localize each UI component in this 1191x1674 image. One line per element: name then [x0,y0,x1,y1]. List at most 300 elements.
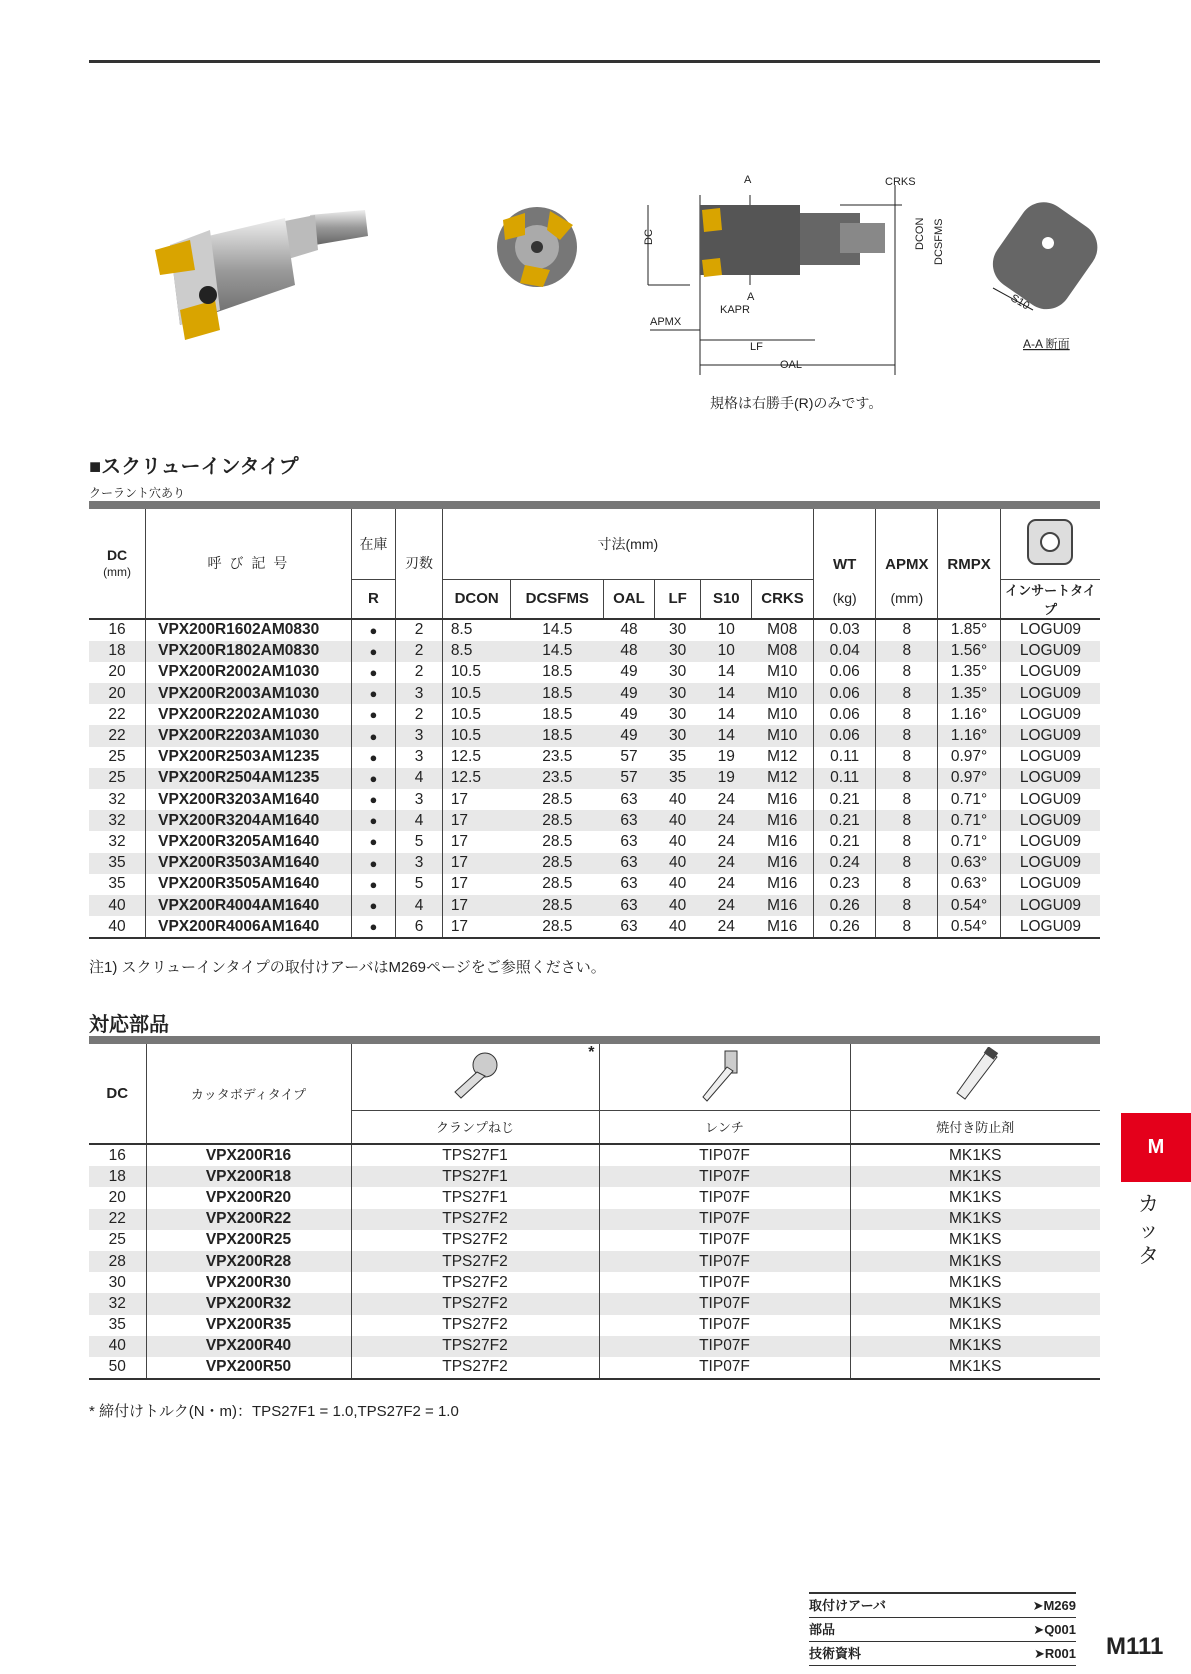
table-cell: 28 [89,1251,146,1272]
reference-label: 部品 [809,1622,836,1637]
table-cell: 28.5 [511,895,604,916]
torque-star: * [588,1044,595,1061]
table-cell: 2 [396,619,443,641]
table-cell: M16 [752,810,814,831]
body-type: VPX200R30 [146,1272,351,1293]
header-insert-image [1000,509,1100,579]
table-cell: 24 [701,916,752,938]
table-cell: 0.26 [813,895,876,916]
table-cell: 3 [396,853,443,874]
table-cell: 40 [654,810,701,831]
table-cell: 35 [654,768,701,789]
stock-mark: ● [351,768,396,789]
header-rmpx: RMPX [938,509,1001,579]
table-cell: 18.5 [511,683,604,704]
table-cell: MK1KS [850,1293,1100,1314]
table-cell: MK1KS [850,1336,1100,1357]
table-cell: 0.54° [938,916,1001,938]
product-code: VPX200R3505AM1640 [146,874,352,895]
stock-mark: ● [351,895,396,916]
table-cell: 28.5 [511,810,604,831]
table-cell: 17 [442,789,511,810]
table-cell: 40 [89,916,146,938]
table-cell: 8 [876,853,938,874]
table-cell: 30 [654,725,701,746]
table-cell: TPS27F1 [351,1166,599,1187]
reference-box [809,1592,1076,1666]
stock-mark: ● [351,789,396,810]
table-cell: 40 [89,895,146,916]
table-row [89,1251,1100,1272]
table-cell: 28.5 [542,875,573,893]
table-cell: 20 [108,1188,126,1206]
stock-mark: ● [351,662,396,683]
header-lf: LF [654,579,701,619]
table-cell: M16 [752,916,814,938]
product-code: VPX200R3203AM1640 [146,789,352,810]
table-cell: LOGU09 [1000,725,1100,746]
table-cell: 24 [717,790,735,808]
table-row [89,641,1100,662]
table-cell: 10.5 [442,662,511,683]
table-row [89,789,1100,810]
reference-row[interactable] [809,1592,1076,1618]
table-cell: MK1KS [850,1315,1100,1336]
table-cell: TIP07F [599,1315,850,1336]
table-cell: MK1KS [850,1166,1100,1187]
table-cell: MK1KS [850,1187,1100,1208]
table-cell: TPS27F2 [351,1230,599,1251]
body-type: VPX200R40 [146,1336,351,1357]
header-code: 呼 び 記 号 [146,509,352,619]
label-crks: CRKS [885,176,916,188]
table-row [89,1209,1100,1230]
header-stock: 在庫 [351,509,396,579]
table-cell: 16 [108,1146,126,1164]
table-cell: M08 [752,641,814,662]
table-row [89,874,1100,895]
body-type: VPX200R32 [146,1293,351,1314]
body-type: VPX200R22 [146,1209,351,1230]
table-cell: 4 [396,810,443,831]
table-cell: 3 [396,789,443,810]
header-rmpx-blank [938,579,1001,619]
table-cell: M12 [752,768,814,789]
table-cell: TIP07F [599,1144,850,1166]
table-cell: 23.5 [542,748,573,766]
table-cell: 30 [654,683,701,704]
table-row [89,810,1100,831]
table-cell: 40 [654,895,701,916]
table-cell: 5 [396,831,443,852]
label-lf: LF [750,341,763,353]
table-cell: 63 [604,895,655,916]
parts-header-screw: クランプねじ [351,1110,599,1144]
table-cell: 19 [701,768,752,789]
table-cell: 8 [876,916,938,938]
table-cell: 0.06 [813,704,876,725]
table-cell: LOGU09 [1000,831,1100,852]
reference-row[interactable] [809,1642,1076,1666]
table-cell: 10.5 [442,704,511,725]
stock-mark: ● [351,725,396,746]
table-cell: 0.21 [813,810,876,831]
table-cell: 24 [701,810,752,831]
table-cell: LOGU09 [1000,768,1100,789]
product-code: VPX200R2504AM1235 [146,768,352,789]
table-cell: LOGU09 [1000,895,1100,916]
table-row [89,916,1100,938]
table-cell: 12.5 [442,768,511,789]
table-cell: 8 [876,874,938,895]
wrench-icon [695,1047,755,1103]
table-cell: 30 [669,621,687,639]
section1-bar [89,501,1100,509]
table-row [89,747,1100,768]
table-cell: M12 [767,748,798,766]
table-cell: TIP07F [599,1166,850,1187]
table-cell: 17 [442,895,511,916]
table-cell: TPS27F2 [351,1272,599,1293]
table-cell: 10 [717,621,735,639]
table-cell: M10 [752,683,814,704]
table-cell: 8 [876,662,938,683]
table-cell: 17 [442,853,511,874]
table-cell: 63 [604,810,655,831]
table-cell: 0.11 [813,768,876,789]
table-cell: M16 [752,895,814,916]
header-dims: 寸法(mm) [442,509,813,579]
table-cell: 17 [442,874,511,895]
insert-icon [1024,516,1076,568]
table-cell: 32 [89,1293,146,1314]
table-cell: 17 [442,810,511,831]
stock-mark: ● [351,619,396,641]
table-row [89,853,1100,874]
table-cell: TIP07F [599,1272,850,1293]
table-row [89,1315,1100,1336]
table-cell: 0.63° [938,874,1001,895]
body-type: VPX200R25 [146,1230,351,1251]
table-cell: TIP07F [599,1251,850,1272]
table-cell: 2 [396,662,443,683]
table-cell: 40 [654,853,701,874]
table-cell: 10 [701,641,752,662]
table-row [89,1166,1100,1187]
stock-mark: ● [351,704,396,725]
section2-title: 対応部品 [89,1014,169,1036]
reference-page: ➤M269 [1032,1598,1076,1613]
parts-header-tube-icon-cell [850,1044,1100,1110]
table-row [89,1336,1100,1357]
table-row [89,1357,1100,1379]
header-dcsfms: DCSFMS [511,579,604,619]
table-cell: 5 [396,874,443,895]
table-cell: M16 [752,853,814,874]
table-cell: MK1KS [850,1357,1100,1379]
stock-mark: ● [351,916,396,938]
reference-label: 技術資料 [809,1646,862,1661]
label-dcsfms: DCSFMS [933,218,945,265]
right-hand-note: 規格は右勝手(R)のみです。 [710,395,883,411]
table-cell: TPS27F2 [351,1315,599,1336]
table-cell: MK1KS [850,1230,1100,1251]
section-label: A-A 断面 [1023,337,1070,351]
header-stock-r: R [351,579,396,619]
parts-header-antiseize: 焼付き防止剤 [850,1110,1100,1144]
table-cell: 8 [876,789,938,810]
table-cell: 30 [669,663,687,681]
table-cell: 28.5 [542,790,573,808]
table-cell: 14 [717,663,735,681]
table-cell: 40 [89,1336,146,1357]
table-cell: 22 [89,725,146,746]
table-cell: 3 [396,747,443,768]
table-cell: 2 [396,704,443,725]
parts-header-dc: DC [89,1044,146,1144]
table-cell: 0.06 [813,662,876,683]
table-cell: 1.35° [938,683,1001,704]
header-insert: インサートタイプ [1000,579,1100,619]
table-row [89,831,1100,852]
body-type: VPX200R16 [146,1144,351,1166]
stock-mark: ● [351,853,396,874]
table-cell: 0.03 [813,619,876,641]
table-cell: LOGU09 [1000,853,1100,874]
body-type: VPX200R50 [146,1357,351,1379]
table-cell: 19 [717,748,735,766]
table-cell: 24 [701,895,752,916]
table-row [89,1230,1100,1251]
dimension-drawing [640,175,960,375]
section1-footnote: 注1) スクリューインタイプの取付けアーバはM269ページをご参照ください。 [89,959,606,976]
table-row [89,619,1100,641]
table-cell: 8 [876,810,938,831]
table-cell: 22 [89,1209,146,1230]
side-tab-label: カッタ [1138,1193,1159,1268]
product-code: VPX200R1602AM0830 [146,619,352,641]
section-view [988,198,1103,356]
product-code: VPX200R3503AM1640 [146,853,352,874]
table-cell: 20 [89,683,146,704]
table-cell: 63 [620,832,638,850]
reference-row[interactable] [809,1618,1076,1642]
page-number: M111 [1106,1633,1164,1660]
table-cell: 14 [701,725,752,746]
table-cell: 8 [876,704,938,725]
parts-header-body: カッタボディタイプ [146,1044,351,1144]
table-cell: MK1KS [850,1144,1100,1166]
table-cell: 16 [108,621,126,639]
table-cell: 35 [669,748,687,766]
table-cell: 17 [442,916,511,938]
table-cell: 49 [604,725,655,746]
table-cell: 28.5 [542,832,573,850]
table-cell: 22 [108,705,126,723]
section2-bar [89,1036,1100,1044]
table-cell: 32 [108,790,126,808]
table-cell: MK1KS [850,1272,1100,1293]
header-crks: CRKS [752,579,814,619]
table-cell: 30 [654,641,701,662]
header-apmx: APMX [876,509,938,579]
table-cell: 18 [89,1166,146,1187]
parts-header-wrench-icon-cell [599,1044,850,1110]
table-cell: 28.5 [511,853,604,874]
header-apmx-unit: (mm) [876,579,938,619]
table-row [89,1272,1100,1293]
table-cell: 40 [669,832,687,850]
table-row [89,1293,1100,1314]
table-cell: 0.26 [813,916,876,938]
header-blades: 刃数 [396,509,443,619]
table-cell: 6 [396,916,443,938]
table-cell: 23.5 [511,768,604,789]
table-cell: 10.5 [442,725,511,746]
header-dcon: DCON [442,579,511,619]
table-cell: LOGU09 [1000,641,1100,662]
table-cell: TPS27F1 [351,1187,599,1208]
table-cell: 8 [876,641,938,662]
section1-subtitle: クーラント穴あり [89,486,186,500]
table-cell: 1.85° [938,619,1001,641]
table-cell: 25 [89,768,146,789]
table-cell: 0.54° [938,895,1001,916]
table-cell: 0.11 [813,747,876,768]
cutter-end-view [495,205,580,290]
table-cell: TPS27F2 [351,1336,599,1357]
table-cell: 50 [89,1357,146,1379]
table-cell: 35 [108,1316,126,1334]
reference-label: 取付けアーバ [809,1598,886,1613]
table-cell: TIP07F [599,1187,850,1208]
table-cell: 18.5 [511,725,604,746]
product-code: VPX200R2203AM1030 [146,725,352,746]
parts-header-screw-icon-cell [351,1044,599,1110]
table-cell: TIP07F [599,1336,850,1357]
table-cell: 3 [396,683,443,704]
product-code: VPX200R3204AM1640 [146,810,352,831]
body-type: VPX200R20 [146,1187,351,1208]
stock-mark: ● [351,810,396,831]
table-cell: 4 [396,768,443,789]
table-cell: 63 [620,875,638,893]
table-cell: 17 [442,831,511,852]
table-cell: 63 [620,790,638,808]
table-cell: 8 [876,895,938,916]
table-cell: 0.06 [813,683,876,704]
table-cell: TPS27F2 [351,1293,599,1314]
table-cell: 20 [108,663,126,681]
table-cell: 48 [620,621,638,639]
table-cell: LOGU09 [1000,916,1100,938]
stock-mark: ● [351,747,396,768]
table-cell: 18.5 [542,705,573,723]
table-cell: TPS27F1 [351,1144,599,1166]
table-cell: 0.24 [813,853,876,874]
table-cell: 30 [669,705,687,723]
table-cell: LOGU09 [1000,704,1100,725]
parts-table [89,1044,1100,1380]
product-code: VPX200R2202AM1030 [146,704,352,725]
table-cell: 1.16° [938,725,1001,746]
label-a-bottom: A [747,291,755,303]
table-cell: 8 [876,619,938,641]
section2-footnote: * 締付けトルク(N・m)：TPS27F1 = 1.0,TPS27F2 = 1.0 [89,1403,459,1420]
table-cell: M16 [767,875,798,893]
side-tab-m[interactable]: M [1121,1113,1191,1182]
table-cell: TPS27F2 [351,1251,599,1272]
table-cell: 0.21 [813,789,876,810]
table-cell: 2 [396,641,443,662]
section1-title: ■スクリューインタイプ [89,456,299,478]
table-cell: M10 [752,725,814,746]
table-cell: 1.16° [938,704,1001,725]
table-cell: 32 [108,832,126,850]
table-cell: M08 [767,621,798,639]
table-cell: 18 [89,641,146,662]
header-oal: OAL [604,579,655,619]
reference-page: ➤Q001 [1033,1622,1076,1637]
table-cell: 1.56° [938,641,1001,662]
table-cell: M10 [767,663,798,681]
table-cell: 8.5 [442,619,511,641]
table-cell: 0.71° [938,789,1001,810]
table-cell: 40 [669,790,687,808]
table-cell: 63 [604,916,655,938]
table-row [89,1187,1100,1208]
table-cell: LOGU09 [1000,747,1100,768]
table-cell: 8 [876,831,938,852]
table-cell: 10.5 [442,683,511,704]
table-cell: 0.71° [938,810,1001,831]
table-cell: 12.5 [442,747,511,768]
product-code: VPX200R2003AM1030 [146,683,352,704]
table-cell: LOGU09 [1000,619,1100,641]
product-code: VPX200R2002AM1030 [146,662,352,683]
table-cell: 24 [701,853,752,874]
table-cell: 8 [876,725,938,746]
table-row [89,725,1100,746]
table-cell: 14 [717,705,735,723]
table-cell: LOGU09 [1000,683,1100,704]
antiseize-tube-icon [945,1047,1005,1103]
table-cell: 1.35° [938,662,1001,683]
label-kapr: KAPR [720,304,750,316]
table-cell: TIP07F [599,1357,850,1379]
table-cell: 25 [108,1231,126,1249]
table-cell: 49 [620,705,638,723]
table-cell: 0.71° [938,831,1001,852]
top-rule [89,60,1100,63]
table-row [89,683,1100,704]
table-cell: 0.97° [938,768,1001,789]
table-cell: 3 [396,725,443,746]
table-cell: M16 [767,832,798,850]
table-cell: 48 [604,641,655,662]
product-code: VPX200R1802AM0830 [146,641,352,662]
table-cell: 30 [108,1273,126,1291]
label-dc: DC [643,229,655,245]
table-cell: 40 [669,875,687,893]
body-type: VPX200R28 [146,1251,351,1272]
table-row [89,895,1100,916]
label-oal: OAL [780,359,803,371]
table-cell: M10 [767,705,798,723]
table-cell: 28.5 [511,916,604,938]
table-row [89,704,1100,725]
table-cell: 8 [876,683,938,704]
